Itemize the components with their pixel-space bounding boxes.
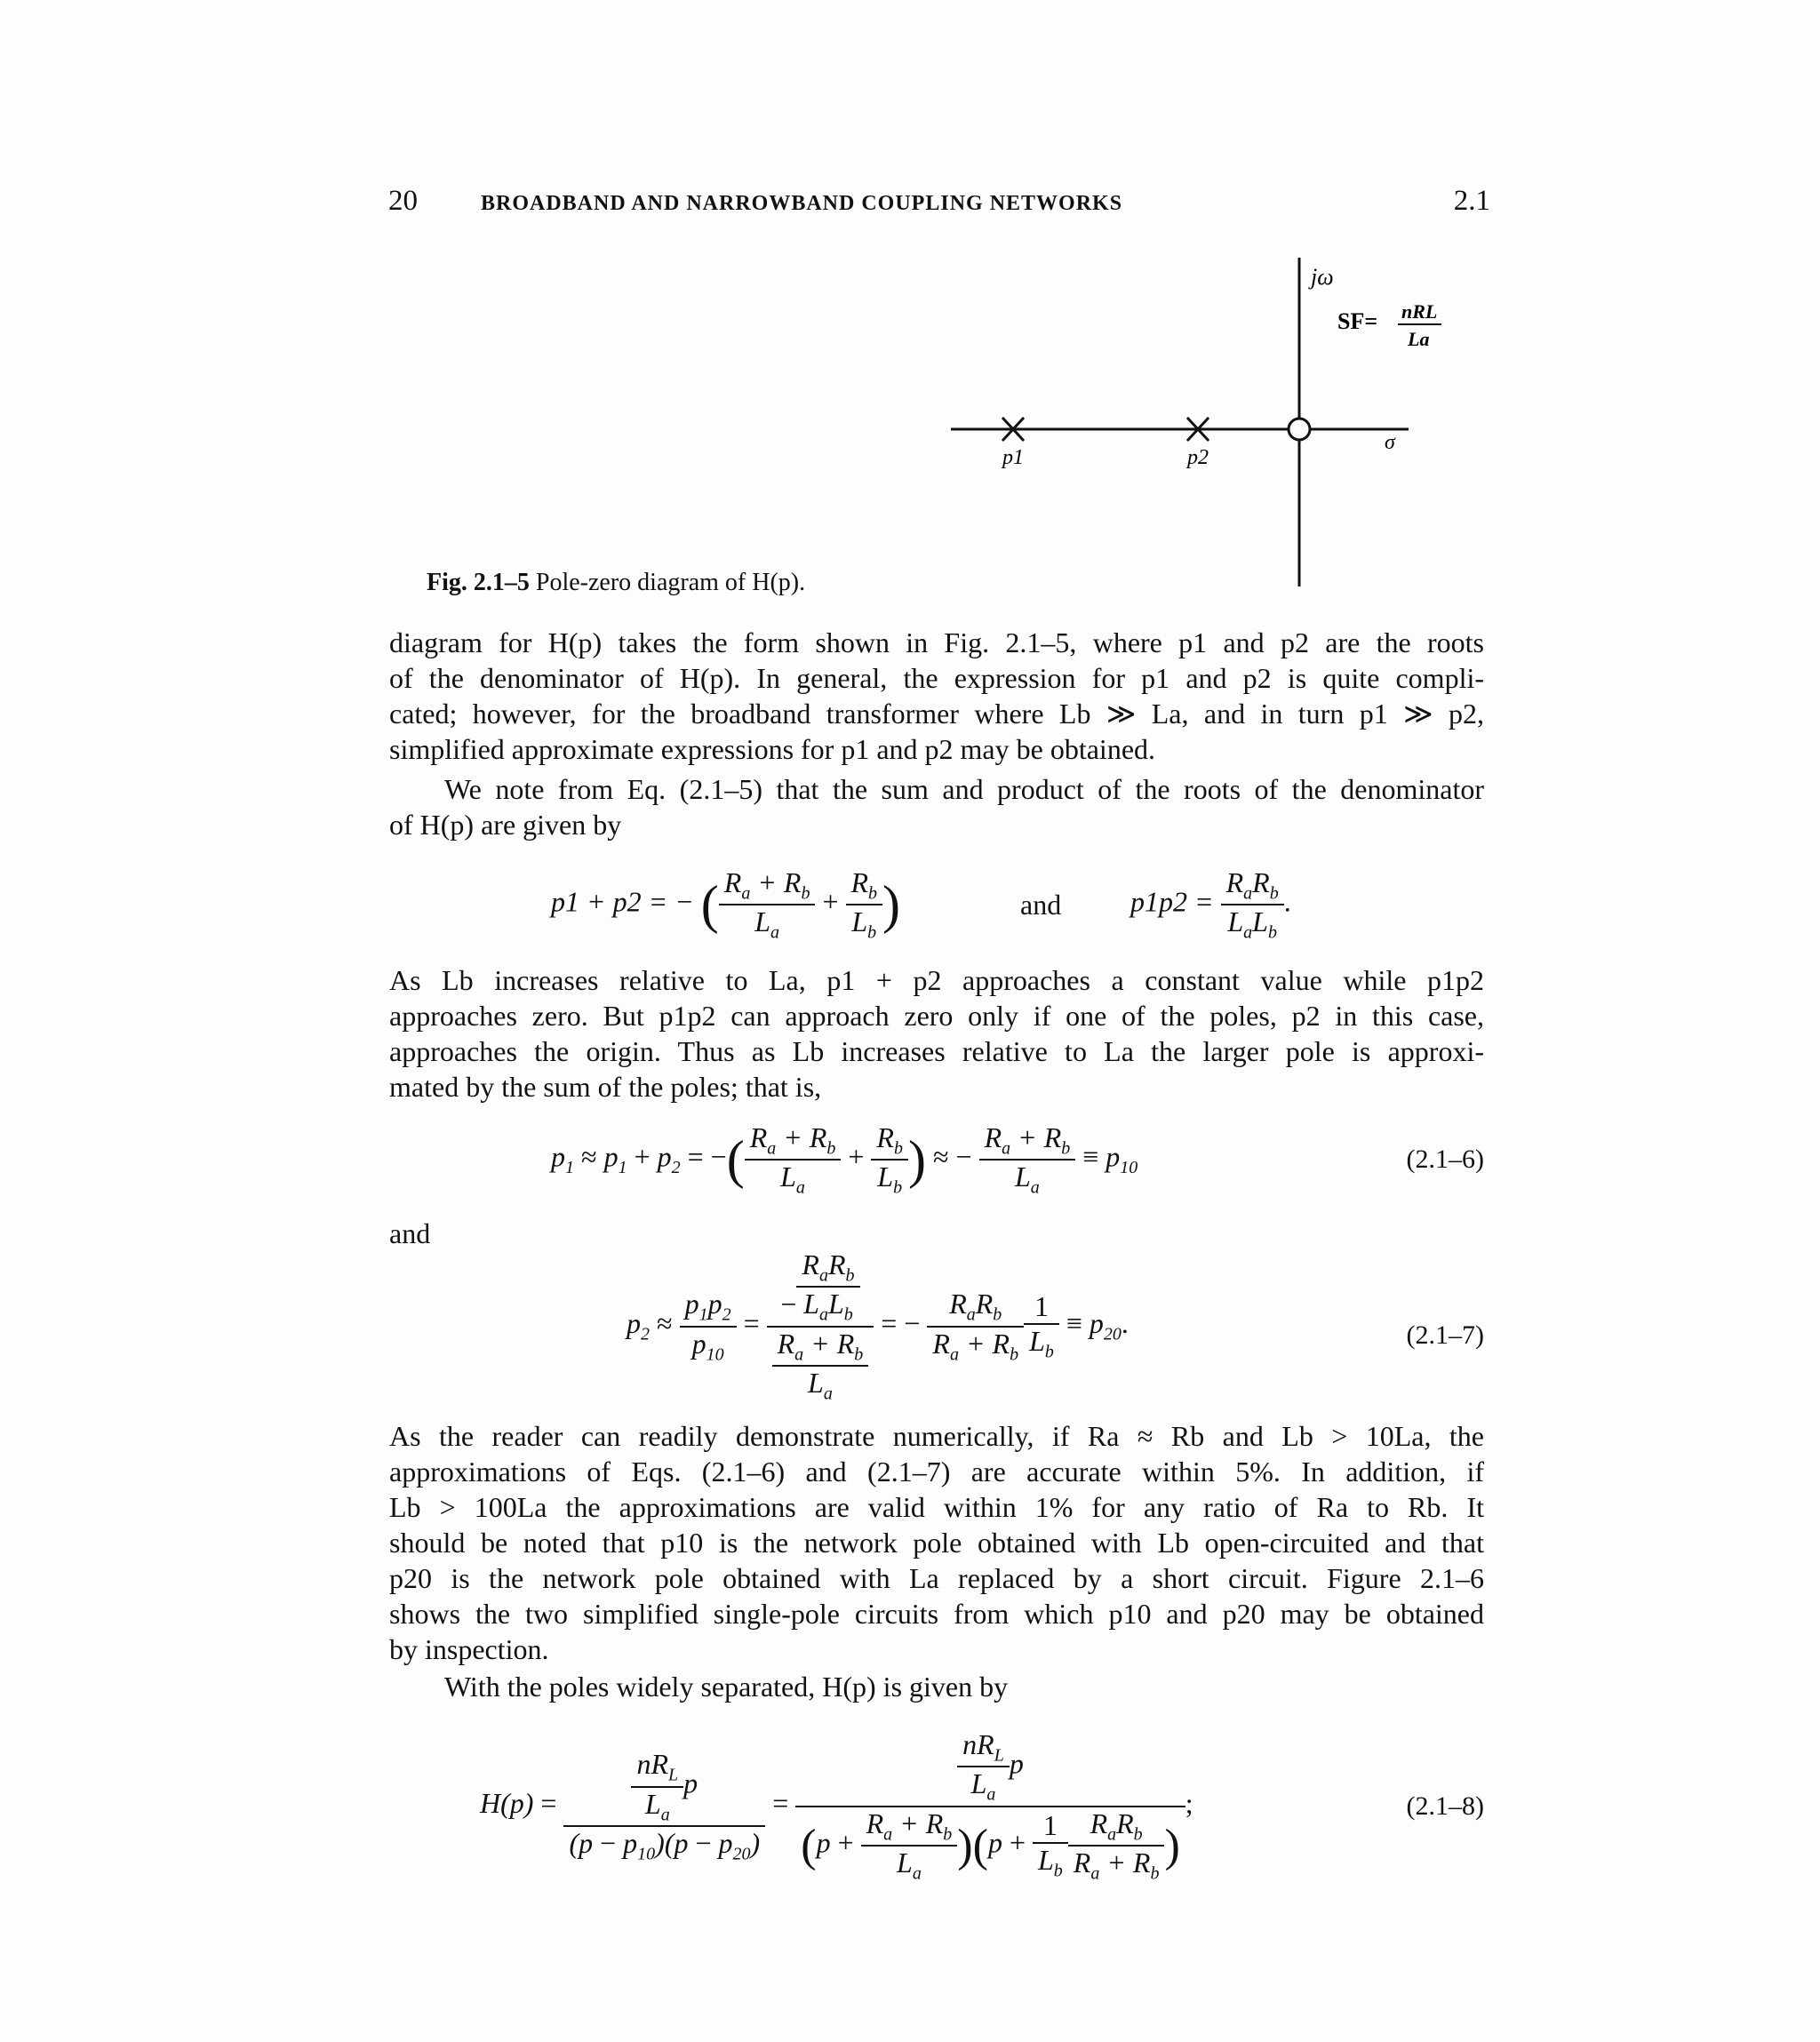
text-line: simplified approximate expressions for p1 and p2 may be obtained.	[389, 733, 1156, 765]
text-line: approaches zero. But p1p2 can approach zero only if one of the poles, p2 in this case,	[389, 1000, 1484, 1032]
paragraph-3	[389, 962, 1484, 1105]
text-line: We note from Eq. (2.1–5) that the sum and product of the roots of the denominator	[444, 773, 1484, 805]
text-line: Lb > 100La the approximations are valid within 1% for any ratio of Ra to Rb. It	[389, 1491, 1484, 1523]
scale-factor-denominator: La	[1408, 328, 1430, 350]
text-line: should be noted that p10 is the network pole obtained with Lb open-circuited and that	[389, 1527, 1484, 1559]
equation-2-1-8: H(p) = $\frac{nR_L}{L_a}$ p $(p - p_{10})(p - p_{20})$ = $\frac{nR_L}{L_a}$ p (p + $\frac{R_a + R_b}{L_a}$ )(p + $\frac{1}{L_b}$ $\frac{R_aR_b}{R_a + R_b}$ ) ;	[480, 1728, 1193, 1884]
equation-number-2-1-6: (2.1–6)	[1406, 1145, 1484, 1174]
text-line: of the denominator of H(p). In general, the expression for p1 and p2 is quite compli-	[389, 662, 1484, 694]
figure-caption-label: Fig. 2.1–5	[427, 569, 530, 596]
equation-product: p1p2 = $\frac{R_aR_b}{L_aL_b}$ .	[1130, 866, 1291, 943]
equation-2-1-6: $p_1 \approx p_1 + p_2$ = −( $\frac{R_a + R_b}{L_a}$ + $\frac{R_b}{L_b}$ ) ≈ − $\frac{R_a + R_b}{L_a}$ ≡ $p_{10}$	[551, 1121, 1138, 1198]
running-title: BROADBAND AND NARROWBAND COUPLING NETWORKS	[481, 192, 1123, 215]
paragraph-2	[389, 771, 1484, 842]
text-line: p20 is the network pole obtained with La replaced by a short circuit. Figure 2.1–6	[389, 1562, 1484, 1594]
zero-marker	[1289, 419, 1310, 440]
figure-caption	[427, 569, 805, 597]
running-header	[388, 185, 1490, 224]
paragraph-4	[389, 1418, 1484, 1667]
imag-axis-label: jω	[1311, 264, 1334, 290]
text-line: diagram for H(p) takes the form shown in Fig. 2.1–5, where p1 and p2 are the roots	[389, 626, 1484, 658]
text-line: of H(p) are given by	[389, 809, 622, 841]
scale-factor-numerator: nRL	[1401, 300, 1438, 323]
scale-factor-label	[1337, 300, 1441, 350]
text-line: As the reader can readily demonstrate numerically, if Ra ≈ Rb and Lb > 10La, the	[389, 1420, 1484, 1452]
text-line: cated; however, for the broadband transformer where Lb ≫ La, and in turn p1 ≫ p2,	[389, 698, 1484, 730]
equation-number-2-1-8: (2.1–8)	[1406, 1791, 1484, 1821]
and-word: and	[389, 1217, 431, 1249]
figure-caption-text: Pole-zero diagram of H(p).	[535, 569, 806, 596]
equation-2-1-7: $p_2$ ≈ $\frac{p_1p_2}{p_{10}}$ = − $\frac{R_aR_b}{L_aL_b}$ $\frac{R_a + R_b}{L_a}$ = − $\frac{R_aR_b}{R_a + R_b}$ $\frac{1}{L_b}$ ≡ $p_{20}$.	[627, 1248, 1129, 1404]
equation-number-2-1-7: (2.1–7)	[1406, 1320, 1484, 1350]
pole-p1-label: p1	[1002, 446, 1024, 469]
text-line: approaches the origin. Thus as Lb increases relative to La the larger pole is approxi-	[389, 1035, 1484, 1067]
text-line: As Lb increases relative to La, p1 + p2 approaches a constant value while p1p2	[389, 964, 1484, 996]
equation-product-lhs: p1p2 =	[1130, 885, 1214, 918]
equation-sum-lhs: p1 + p2 = −	[551, 885, 694, 918]
text-line: With the poles widely separated, H(p) is given by	[444, 1671, 1009, 1703]
paragraph-5	[389, 1669, 1484, 1704]
text-line: mated by the sum of the poles; that is,	[389, 1071, 822, 1103]
scale-factor-prefix: SF=	[1337, 308, 1378, 334]
paragraph-1	[389, 625, 1484, 767]
pole-p2-label: p2	[1187, 446, 1209, 469]
text-line: shows the two simplified single-pole circuits from which p10 and p20 may be obtained	[389, 1598, 1484, 1630]
equation-sum-product: p1 + p2 = − ( $\frac{R_a + R_b}{L_a}$ + $\frac{R_b}{L_b}$ )	[551, 866, 901, 943]
section-number: 2.1	[1453, 185, 1490, 217]
text-line: approximations of Eqs. (2.1–6) and (2.1–7) are accurate within 5%. In addition, if	[389, 1456, 1484, 1488]
page-number: 20	[388, 185, 418, 217]
text-line: by inspection.	[389, 1633, 549, 1665]
pole-zero-diagram	[924, 258, 1457, 595]
real-axis-label: σ	[1385, 431, 1395, 454]
equation-and-word: and	[1020, 889, 1062, 921]
